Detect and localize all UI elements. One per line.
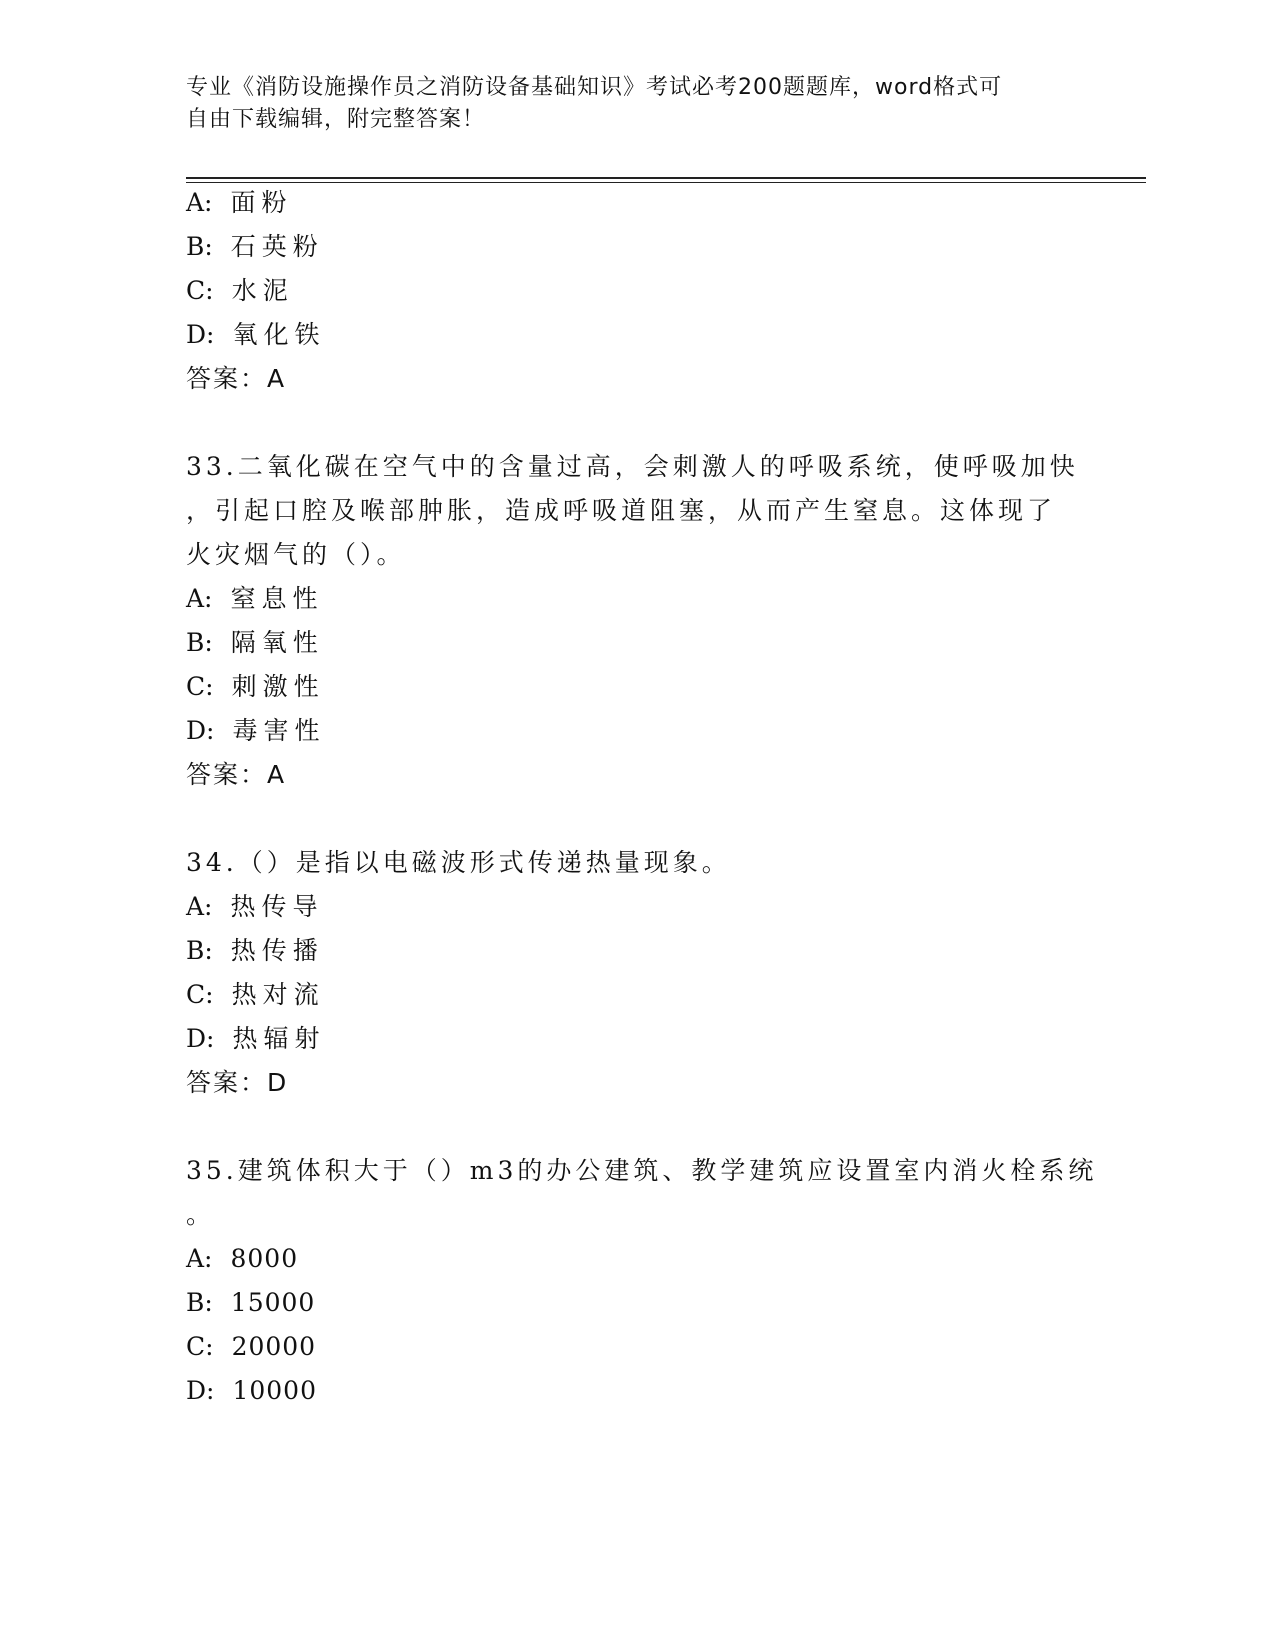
q35-option-d <box>186 1376 317 1406</box>
option-key: B: <box>186 936 213 965</box>
option-key: C: <box>186 276 214 305</box>
option-text: 10000 <box>232 1376 317 1405</box>
option-key: B: <box>186 628 213 657</box>
option-text: 热传播 <box>230 936 324 965</box>
option-key: A: <box>186 1244 213 1273</box>
option-key: C: <box>186 1332 214 1361</box>
option-text: 刺激性 <box>231 672 325 701</box>
q32-option-a <box>186 188 293 218</box>
q35-option-a <box>186 1244 298 1274</box>
option-key: D: <box>186 320 215 349</box>
q35-option-b <box>186 1288 315 1318</box>
header-divider-thick <box>186 177 1146 179</box>
q33-option-a <box>186 584 324 614</box>
option-text: 窒息性 <box>230 584 324 613</box>
option-text: 面粉 <box>230 188 293 217</box>
option-key: A: <box>186 188 213 217</box>
option-text: 热对流 <box>231 980 325 1009</box>
q32-option-d <box>186 320 325 350</box>
q35-text-line-2: 。 <box>186 1200 216 1229</box>
option-key: D: <box>186 1024 215 1053</box>
option-key: A: <box>186 584 213 613</box>
option-text: 毒害性 <box>232 716 326 745</box>
option-key: D: <box>186 1376 215 1405</box>
option-key: C: <box>186 672 214 701</box>
option-key: C: <box>186 980 214 1009</box>
option-text: 15000 <box>230 1288 316 1317</box>
option-key: B: <box>186 1288 213 1317</box>
document-header <box>186 72 1066 136</box>
header-line-1: 专业《消防设施操作员之消防设备基础知识》考试必考200题题库，word格式可 <box>186 75 1003 100</box>
q34-option-d <box>186 1024 325 1054</box>
q33-option-b <box>186 628 324 658</box>
q32-option-b <box>186 232 324 262</box>
option-text: 热辐射 <box>232 1024 326 1053</box>
q34-answer: 答案：D <box>186 1068 289 1097</box>
q35-option-c <box>186 1332 316 1362</box>
q33-option-c <box>186 672 325 702</box>
option-key: B: <box>186 232 213 261</box>
option-text: 水泥 <box>231 276 294 305</box>
q33-option-d <box>186 716 325 746</box>
header-divider-thin <box>186 182 1146 183</box>
q34-option-b <box>186 936 324 966</box>
option-text: 石英粉 <box>230 232 324 261</box>
option-text: 8000 <box>230 1244 299 1273</box>
q34-text-line-1: 34.（）是指以电磁波形式传递热量现象。 <box>186 848 731 877</box>
q34-option-c <box>186 980 325 1010</box>
q34-option-a <box>186 892 324 922</box>
option-key: D: <box>186 716 215 745</box>
q32-option-c <box>186 276 294 306</box>
option-text: 20000 <box>231 1332 317 1361</box>
header-line-2: 自由下载编辑，附完整答案！ <box>186 107 486 132</box>
q32-answer: 答案：A <box>186 364 287 393</box>
q33-text-line-2: ，引起口腔及喉部肿胀，造成呼吸道阻塞，从而产生窒息。这体现了 <box>186 496 1057 525</box>
q33-text-line-1: 33.二氧化碳在空气中的含量过高，会刺激人的呼吸系统，使呼吸加快 <box>186 452 1079 481</box>
q33-text-line-3: 火灾烟气的（）。 <box>186 540 406 569</box>
q35-text-line-1: 35.建筑体积大于（）m3的办公建筑、教学建筑应设置室内消火栓系统 <box>186 1156 1098 1185</box>
q33-answer: 答案：A <box>186 760 287 789</box>
option-text: 氧化铁 <box>232 320 326 349</box>
option-text: 热传导 <box>230 892 324 921</box>
option-key: A: <box>186 892 213 921</box>
option-text: 隔氧性 <box>230 628 324 657</box>
